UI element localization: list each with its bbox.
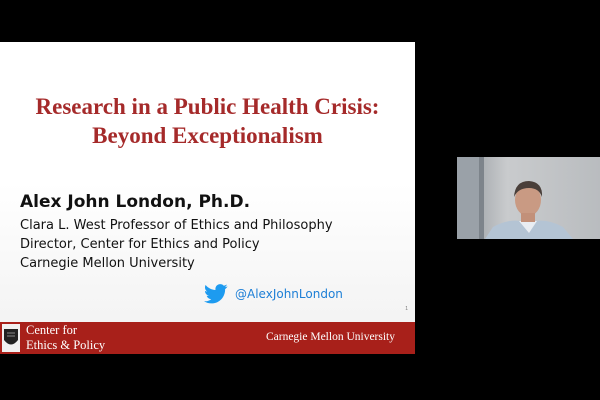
- slide-page-number: 1: [405, 306, 408, 312]
- slide-title: [0, 92, 415, 150]
- participant-video-feed[interactable]: [457, 157, 600, 239]
- speaker-name: Alex John London, Ph.D.: [20, 192, 251, 212]
- speaker-title-line: Director, Center for Ethics and Policy: [20, 237, 260, 252]
- slide-title-line-2: Beyond Exceptionalism: [92, 123, 323, 148]
- speaker-title-line: Carnegie Mellon University: [20, 256, 195, 271]
- center-for-ethics-label: [26, 323, 105, 353]
- slide-footer-bar: [0, 322, 415, 354]
- twitter-bird-icon: [204, 284, 228, 304]
- speaker-affiliation: [20, 216, 333, 273]
- footer-left-line-1: Center for: [26, 323, 78, 337]
- speaker-camera-view: [457, 157, 600, 239]
- twitter-contact: [204, 284, 343, 304]
- seal-icon: [2, 324, 20, 352]
- center-seal-logo: [2, 324, 20, 352]
- footer-left-line-2: Ethics & Policy: [26, 338, 106, 352]
- university-wordmark: Carnegie Mellon University: [265, 331, 395, 343]
- twitter-handle: @AlexJohnLondon: [235, 287, 343, 301]
- slide-title-line-1: Research in a Public Health Crisis:: [35, 94, 380, 119]
- presentation-slide: [0, 42, 415, 354]
- speaker-title-line: Clara L. West Professor of Ethics and Philosophy: [20, 218, 333, 233]
